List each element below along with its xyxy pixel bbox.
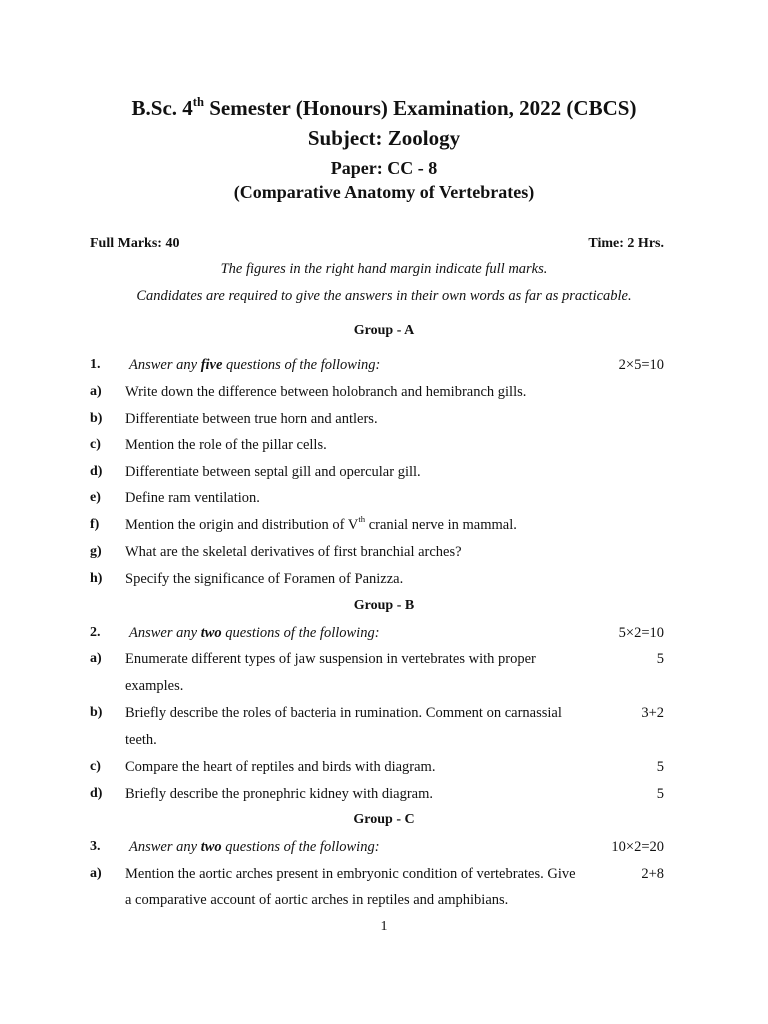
item-text: Briefly describe the pronephric kidney with diagram. xyxy=(125,786,434,802)
item-text: Write down the difference between holobranch and hemibranch gills. xyxy=(125,384,527,400)
question-instruction xyxy=(129,357,380,374)
item-label: g) xyxy=(90,544,102,559)
group-c-title: Group - C xyxy=(353,812,415,827)
item-text-continued: a comparative account of aortic arches in reptiles and amphibians. xyxy=(125,892,509,908)
exam-title xyxy=(0,96,768,121)
title-prefix: B.Sc. 4 xyxy=(131,96,193,120)
item-marks: 2+8 xyxy=(641,866,664,882)
instruction-text: questions of the following: xyxy=(221,839,380,855)
item-marks: 5 xyxy=(656,651,664,667)
title-suffix: Semester (Honours) Examination, 2022 (CBCS) xyxy=(204,96,637,120)
instruction-text: Answer any xyxy=(129,625,201,641)
item-superscript: th xyxy=(358,514,366,525)
instruction-count: two xyxy=(200,625,222,641)
item-text: Differentiate between septal gill and opercular gill. xyxy=(125,464,421,480)
instruction-text: Answer any xyxy=(129,357,201,373)
instruction-text: Answer any xyxy=(129,839,201,855)
item-text: Mention the aortic arches present in embryonic condition of vertebrates. Give xyxy=(125,866,576,882)
question-marks: 2×5=10 xyxy=(618,357,664,373)
instruction-count: five xyxy=(200,357,223,373)
item-text: Enumerate different types of jaw suspension in vertebrates with proper xyxy=(125,651,536,667)
question-number: 2. xyxy=(90,625,101,640)
item-label: c) xyxy=(90,437,101,452)
instruction-text: questions of the following: xyxy=(222,357,381,373)
page-number: 1 xyxy=(380,919,388,934)
instruction-text: questions of the following: xyxy=(221,625,380,641)
item-text-continued: examples. xyxy=(125,678,184,694)
item-label: d) xyxy=(90,464,103,479)
item-text-part: Mention the origin and distribution of V xyxy=(125,517,359,533)
item-text: Define ram ventilation. xyxy=(125,490,260,506)
item-text: Mention the role of the pillar cells. xyxy=(125,437,327,453)
instruction-marks: The figures in the right hand margin indicate full marks. xyxy=(220,261,548,277)
item-text: Compare the heart of reptiles and birds with diagram. xyxy=(125,759,436,775)
item-label: f) xyxy=(90,517,100,532)
course-title: (Comparative Anatomy of Vertebrates) xyxy=(233,182,535,202)
question-number: 1. xyxy=(90,357,101,372)
question-marks: 10×2=20 xyxy=(611,839,664,855)
item-marks: 3+2 xyxy=(641,705,664,721)
question-instruction xyxy=(129,839,380,856)
title-superscript: th xyxy=(192,94,204,109)
exam-time: Time: 2 Hrs. xyxy=(588,236,664,251)
item-text xyxy=(125,514,517,534)
item-text: Specify the significance of Foramen of Panizza. xyxy=(125,571,404,587)
group-a-title: Group - A xyxy=(353,323,415,338)
item-label: h) xyxy=(90,571,103,586)
group-b-title: Group - B xyxy=(353,598,415,613)
item-text-continued: teeth. xyxy=(125,732,157,748)
item-label: a) xyxy=(90,866,102,881)
item-text-part: cranial nerve in mammal. xyxy=(365,517,517,533)
item-marks: 5 xyxy=(656,759,664,775)
item-marks: 5 xyxy=(656,786,664,802)
item-label: c) xyxy=(90,759,101,774)
question-number: 3. xyxy=(90,839,101,854)
item-text: Briefly describe the roles of bacteria in rumination. Comment on carnassial xyxy=(125,705,562,721)
item-label: d) xyxy=(90,786,103,801)
instruction-count: two xyxy=(200,839,222,855)
item-label: b) xyxy=(90,705,103,720)
item-label: b) xyxy=(90,411,103,426)
subject-title: Subject: Zoology xyxy=(307,126,461,150)
paper-code: Paper: CC - 8 xyxy=(330,158,438,178)
item-text: What are the skeletal derivatives of first branchial arches? xyxy=(125,544,462,560)
instruction-answers: Candidates are required to give the answers in their own words as far as practicable. xyxy=(136,288,632,304)
item-label: a) xyxy=(90,384,102,399)
item-text: Differentiate between true horn and antlers. xyxy=(125,411,378,427)
item-label: a) xyxy=(90,651,102,666)
full-marks: Full Marks: 40 xyxy=(90,236,180,251)
question-instruction xyxy=(129,625,380,642)
question-marks: 5×2=10 xyxy=(618,625,664,641)
item-label: e) xyxy=(90,490,101,505)
